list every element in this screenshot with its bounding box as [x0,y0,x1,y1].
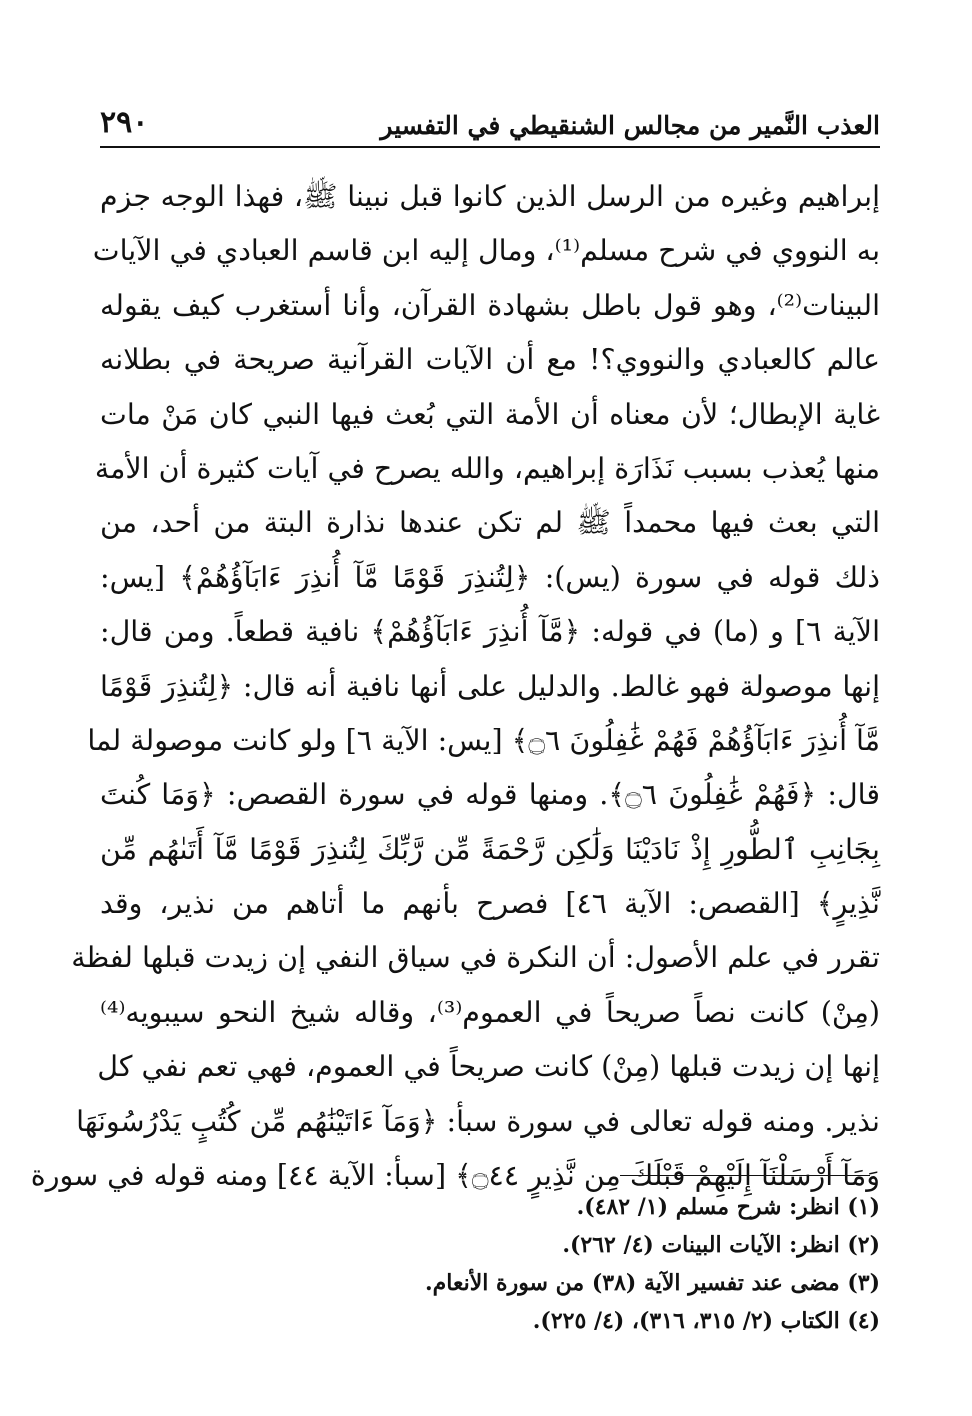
text-line: البينات⁽²⁾، وهو قول باطل بشهادة القرآن، وأنا أستغرب كيف يقوله [100,288,880,322]
text-line: التي بعث فيها محمداً ﷺ لم تكن عندها نذارة البتة من أحد، من [100,506,880,540]
text-line: منها يُعذب بسبب نَذَارَة إبراهيم، والله يصرح في آيات كثيرة أن الأمة [94,451,880,485]
main-text [30,170,880,1203]
running-title: العذب النَّمير من مجالس الشنقيطي في التفسير [380,111,880,140]
text-line: (مِنْ) كانت نصاً صريحاً في العموم⁽³⁾، وقاله شيخ النحو سيبويه⁽⁴⁾ [100,995,880,1029]
text-line: إبراهيم وغيره من الرسل الذين كانوا قبل نبينا ﷺ، فهذا الوجه جزم [100,180,880,213]
footnote-3: (٣) مضى عند تفسير الآية (٣٨) من سورة الأنعام. [425,1270,880,1296]
text-line: نَّذِيرٍ﴾ [القصص: الآية ٤٦] فصرح بأنهم ما أتاهم من نذير، وقد [100,887,880,921]
text-line: إنها موصولة فهو غالط. والدليل على أنها نافية أنه قال: ﴿لِتُنذِرَ قَوْمًا [100,669,880,703]
text-line: إنها إن زيدت قبلها (مِنْ) كانت صريحاً في العموم، فهي تعم نفي كل [97,1050,880,1084]
footnote-1: (١) انظر: شرح مسلم (١/ ٤٨٢). [576,1194,880,1220]
text-line: نذير. ومنه قوله تعالى في سورة سبأ: ﴿وَمَآ ءَاتَيْنَٰهُم مِّن كُتُبٍ يَدْرُسُونَهَا [76,1104,880,1138]
text-line: تقرر في علم الأصول: أن النكرة في سياق النفي إن زيدت قبلها لفظة [71,941,880,975]
footnote-4: (٤) الكتاب (٢/ ٣١٥، ٣١٦)، (٤/ ٢٢٥). [532,1308,880,1334]
text-line: الآية ٦] و (ما) في قوله: ﴿مَّآ أُنذِرَ ءَابَآؤُهُمْ﴾ نافية قطعاً. ومن قال: [100,615,880,649]
text-line: به النووي في شرح مسلم⁽¹⁾، ومال إليه ابن قاسم العبادي في الآيات [92,234,880,268]
text-line: غاية الإبطال؛ لأن معناه أن الأمة التي بُعث فيها النبي كان مَنْ مات [100,397,880,431]
text-line: عالم كالعبادي والنووي؟! مع أن الآيات القرآنية صريحة في بطلانه [100,343,880,377]
footnote-2: (٢) انظر: الآيات البينات (٤/ ٢٦٢). [562,1232,880,1258]
footnote-divider [620,1175,870,1176]
footnotes [100,1188,880,1340]
text-line: ذلك قوله في سورة (يس): ﴿لِتُنذِرَ قَوْمًا مَّآ أُنذِرَ ءَابَآؤُهُمْ﴾ [يس: [100,560,880,594]
text-line: مَّآ أُنذِرَ ءَابَآؤُهُمْ فَهُمْ غَٰفِلُونَ ۝٦﴾ [يس: الآية ٦] ولو كانت موصولة لما [87,723,880,757]
text-line: قال: ﴿فَهُمْ غَٰفِلُونَ ۝٦﴾. ومنها قوله في سورة القصص: ﴿وَمَا كُنتَ [100,778,880,812]
page-header [100,98,880,148]
text-line: بِجَانِبِ ٱلطُّورِ إِذْ نَادَيْنَا وَلَٰكِن رَّحْمَةً مِّن رَّبِّكَ لِتُنذِرَ قَوْمًا مَّآ أَتَىٰهُم مِّن [100,832,880,866]
page-number: ٢٩٠ [100,105,149,140]
text-line: وَمَآ أَرْسَلْنَآ إِلَيْهِمْ قَبْلَكَ مِن نَّذِيرٍ ۝٤٤﴾ [سبأ: الآية ٤٤] ومنه قوله في سورة [30,1159,880,1193]
